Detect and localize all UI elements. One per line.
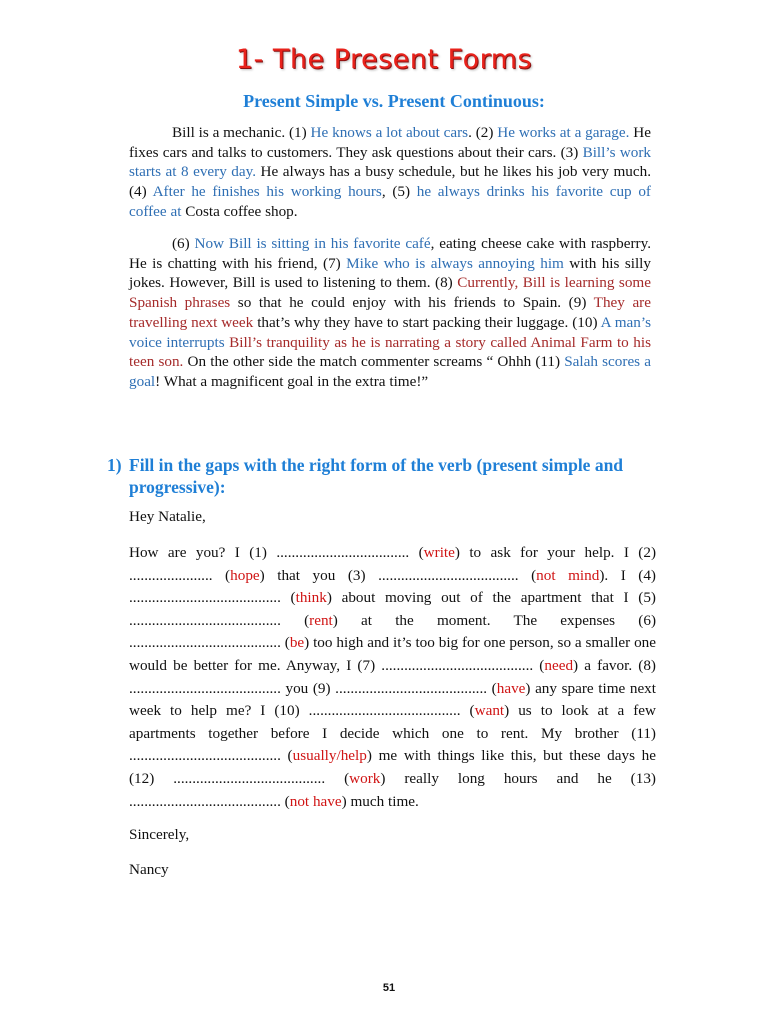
verb-prompt: need <box>544 656 574 674</box>
verb-prompt: hope <box>230 566 260 584</box>
text-segment: ) me with things like this, but these days he (12) ........................................ ( <box>129 747 656 787</box>
verb-prompt: not have <box>289 792 342 810</box>
highlighted-phrase: he always drinks his favorite cup of coffee at <box>129 183 651 220</box>
letter-body <box>129 542 656 813</box>
text-segment: , eating cheese cake with raspberry. He is chatting with his friend, (7) <box>129 235 651 272</box>
exercise-heading <box>107 454 667 498</box>
highlighted-phrase: Currently, Bill is learning some Spanish phrases <box>129 274 651 312</box>
text-segment: that’s why they have to start packing their luggage. (10) <box>253 313 601 331</box>
highlighted-phrase: He works at a garage. <box>497 124 630 141</box>
highlighted-phrase: A man’s voice interrupts <box>129 313 651 351</box>
highlighted-phrase: Salah scores a goal <box>129 353 651 390</box>
reading-paragraph-2 <box>129 234 651 392</box>
text-segment: so that he could enjoy with his friends to Spain. (9) <box>230 294 594 312</box>
text-segment: Costa coffee shop. <box>181 202 298 220</box>
text-segment: ) a favor. (8) ........................................ you (9) ........................................ ( <box>129 656 656 697</box>
page-title: 1- The Present Forms <box>235 44 533 75</box>
verb-prompt: write <box>423 544 455 561</box>
text-segment: ) about moving out of the apartment that I (5) ........................................ ( <box>129 589 656 629</box>
verb-prompt: have <box>496 679 526 697</box>
text-segment: On the other side the match commenter screams “ Ohhh (11) <box>183 353 565 371</box>
highlighted-phrase: They are travelling next week <box>129 294 651 331</box>
text-segment: . (2) <box>468 124 498 141</box>
letter-greeting: Hey Natalie, <box>129 508 206 525</box>
page-subtitle: Present Simple vs. Present Continuous: <box>243 91 545 111</box>
verb-prompt: work <box>349 769 381 787</box>
text-segment: (6) <box>172 235 195 252</box>
verb-prompt: usually/help <box>292 747 367 765</box>
highlighted-phrase: Now Bill is sitting in his favorite café <box>194 235 431 252</box>
text-segment: ). I (4) ........................................ ( <box>129 566 656 607</box>
highlighted-phrase: Bill’s tranquility as he is narrating a story called Animal Farm to his teen son. <box>129 333 651 371</box>
verb-prompt: want <box>474 702 505 720</box>
letter-closing: Sincerely, <box>129 826 190 843</box>
text-segment: Bill is a mechanic. (1) <box>172 124 311 141</box>
text-segment: He fixes cars and talks to customers. They ask questions about their cars. (3) <box>129 124 651 161</box>
verb-prompt: not mind <box>536 566 600 584</box>
text-segment: ) any spare time next week to help me? I (10) ........................................ ( <box>129 679 656 720</box>
text-segment: ) really long hours and he (13) ........................................ ( <box>129 769 656 810</box>
highlighted-phrase: Mike who is always annoying him <box>346 254 564 272</box>
text-segment: ) at the moment. The expenses (6) ........................................ ( <box>129 611 656 652</box>
verb-prompt: be <box>289 634 305 652</box>
exercise-instruction: Fill in the gaps with the right form of the verb (present simple and progressive): <box>129 455 624 497</box>
letter-signature: Nancy <box>129 861 169 878</box>
highlighted-phrase: He knows a lot about cars <box>310 124 469 141</box>
verb-prompt: rent <box>309 611 333 629</box>
highlighted-phrase: After he finishes his working hours <box>152 183 382 201</box>
highlighted-phrase: Bill’s work starts at 8 every day. <box>129 143 651 181</box>
text-segment: He always has a busy schedule, but he likes his job very much. (4) <box>129 163 651 201</box>
text-segment: ) much time. <box>341 792 419 810</box>
page-number: 51 <box>382 982 396 994</box>
text-segment: with his silly jokes. However, Bill is used to listening to them. (8) <box>129 254 651 292</box>
text-segment: ) to ask for your help. I (2) ...................... ( <box>129 544 657 584</box>
reading-paragraph-1 <box>129 123 651 222</box>
text-segment: ) too high and it’s too big for one person, so a smaller one would be better for me. Anyway, I (7) ........................................ ( <box>129 634 657 674</box>
text-segment: ) us to look at a few apartments together before I decide which one to rent. My brother (11) ........................................ ( <box>129 702 657 765</box>
text-segment: ! What a magnificent goal in the extra time!” <box>155 372 429 390</box>
text-segment: , (5) <box>381 183 417 201</box>
text-segment: ) that you (3) ..................................... ( <box>259 566 537 584</box>
exercise-number: 1) <box>107 455 122 475</box>
text-segment: How are you? I (1) ................................... ( <box>129 544 424 561</box>
verb-prompt: think <box>295 589 327 607</box>
